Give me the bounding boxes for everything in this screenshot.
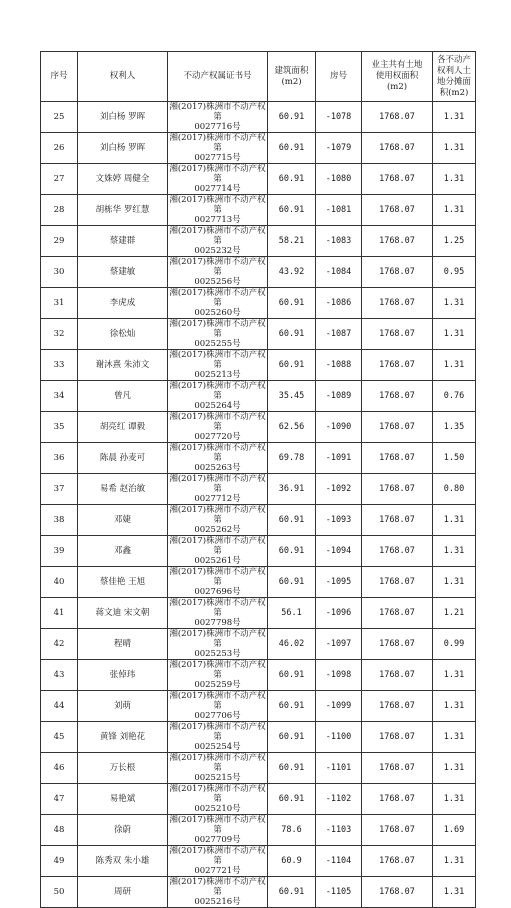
- row-certificate: [168, 846, 268, 877]
- row-index: 45: [41, 722, 78, 753]
- certificate-line: 湘(2017)株洲市不动产权第: [169, 877, 266, 897]
- row-index: 38: [41, 505, 78, 536]
- row-land-area: 1768.07: [362, 319, 433, 350]
- row-share-area: 1.31: [433, 102, 476, 133]
- certificate-line: 0027798号: [194, 618, 241, 628]
- certificate-line: 湘(2017)株洲市不动产权第: [169, 164, 266, 184]
- row-building-area: 35.45: [268, 381, 316, 412]
- row-certificate: [168, 319, 268, 350]
- row-certificate: [168, 195, 268, 226]
- certificate-line: 0027706号: [194, 711, 241, 721]
- row-land-area: 1768.07: [362, 629, 433, 660]
- table-row: [41, 567, 476, 598]
- row-certificate: [168, 629, 268, 660]
- row-owner: 易希 赵治敏: [78, 474, 168, 505]
- row-share-area: 1.21: [433, 598, 476, 629]
- row-room-number: -1090: [316, 412, 362, 443]
- row-index: 48: [41, 815, 78, 846]
- row-share-area: 1.31: [433, 877, 476, 908]
- row-land-area: 1768.07: [362, 226, 433, 257]
- row-room-number: -1095: [316, 567, 362, 598]
- row-share-area: 1.31: [433, 350, 476, 381]
- row-room-number: -1099: [316, 691, 362, 722]
- row-index: 29: [41, 226, 78, 257]
- row-owner: 刘萌: [78, 691, 168, 722]
- row-building-area: 60.91: [268, 350, 316, 381]
- certificate-line: 0025263号: [194, 463, 241, 473]
- row-building-area: 60.91: [268, 102, 316, 133]
- table-row: [41, 102, 476, 133]
- table-row: [41, 133, 476, 164]
- row-building-area: 60.91: [268, 133, 316, 164]
- row-share-area: 1.31: [433, 784, 476, 815]
- table-row: [41, 598, 476, 629]
- table-row: [41, 412, 476, 443]
- table-row: [41, 660, 476, 691]
- certificate-line: 湘(2017)株洲市不动产权第: [169, 660, 266, 680]
- row-share-area: 1.31: [433, 660, 476, 691]
- header-share-area: 各不动产 权利人土 地分摊面 积(m2): [433, 52, 476, 102]
- row-share-area: 1.69: [433, 815, 476, 846]
- row-owner: 刘白杨 罗晖: [78, 133, 168, 164]
- row-owner: 文姝婷 周健全: [78, 164, 168, 195]
- certificate-line: 0025254号: [194, 742, 241, 752]
- row-share-area: 0.95: [433, 257, 476, 288]
- certificate-line: 湘(2017)株洲市不动产权第: [169, 629, 266, 649]
- certificate-line: 0025215号: [194, 773, 241, 783]
- row-index: 36: [41, 443, 78, 474]
- table-row: [41, 474, 476, 505]
- row-building-area: 60.91: [268, 567, 316, 598]
- table-row: [41, 164, 476, 195]
- property-rights-table: [40, 51, 476, 908]
- row-index: 44: [41, 691, 78, 722]
- row-share-area: 1.31: [433, 164, 476, 195]
- row-owner: 胡亮红 谭毅: [78, 412, 168, 443]
- certificate-line: 湘(2017)株洲市不动产权第: [169, 691, 266, 711]
- row-land-area: 1768.07: [362, 195, 433, 226]
- row-certificate: [168, 567, 268, 598]
- row-certificate: [168, 660, 268, 691]
- certificate-line: 0027715号: [194, 153, 241, 163]
- certificate-line: 0025259号: [194, 680, 241, 690]
- row-building-area: 60.91: [268, 691, 316, 722]
- row-building-area: 60.91: [268, 722, 316, 753]
- certificate-line: 0025260号: [194, 308, 241, 318]
- certificate-line: 0025261号: [194, 556, 241, 566]
- certificate-line: 湘(2017)株洲市不动产权第: [169, 815, 266, 835]
- certificate-line: 湘(2017)株洲市不动产权第: [169, 474, 266, 494]
- row-room-number: -1097: [316, 629, 362, 660]
- certificate-line: 湘(2017)株洲市不动产权第: [169, 133, 266, 153]
- row-building-area: 60.91: [268, 784, 316, 815]
- certificate-line: 0027716号: [194, 122, 241, 132]
- certificate-line: 0027712号: [194, 494, 241, 504]
- table-row: [41, 536, 476, 567]
- row-land-area: 1768.07: [362, 598, 433, 629]
- row-owner: 刘白杨 罗晖: [78, 102, 168, 133]
- row-certificate: [168, 443, 268, 474]
- row-land-area: 1768.07: [362, 102, 433, 133]
- row-index: 40: [41, 567, 78, 598]
- row-index: 31: [41, 288, 78, 319]
- row-land-area: 1768.07: [362, 536, 433, 567]
- row-building-area: 58.21: [268, 226, 316, 257]
- row-room-number: -1079: [316, 133, 362, 164]
- row-room-number: -1101: [316, 753, 362, 784]
- row-owner: 程晴: [78, 629, 168, 660]
- row-land-area: 1768.07: [362, 660, 433, 691]
- row-certificate: [168, 536, 268, 567]
- certificate-line: 湘(2017)株洲市不动产权第: [169, 846, 266, 866]
- certificate-line: 湘(2017)株洲市不动产权第: [169, 381, 266, 401]
- header-index: 序号: [41, 52, 78, 102]
- certificate-line: 湘(2017)株洲市不动产权第: [169, 226, 266, 246]
- row-certificate: [168, 598, 268, 629]
- row-owner: 蒋文迪 宋文朝: [78, 598, 168, 629]
- row-land-area: 1768.07: [362, 257, 433, 288]
- row-building-area: 60.9: [268, 846, 316, 877]
- row-building-area: 60.91: [268, 164, 316, 195]
- row-index: 47: [41, 784, 78, 815]
- certificate-line: 湘(2017)株洲市不动产权第: [169, 598, 266, 618]
- row-land-area: 1768.07: [362, 133, 433, 164]
- row-certificate: [168, 815, 268, 846]
- header-room-number: 房号: [316, 52, 362, 102]
- row-building-area: 60.91: [268, 319, 316, 350]
- row-share-area: 1.31: [433, 133, 476, 164]
- row-room-number: -1105: [316, 877, 362, 908]
- table-row: [41, 846, 476, 877]
- row-land-area: 1768.07: [362, 567, 433, 598]
- certificate-line: 湘(2017)株洲市不动产权第: [169, 443, 266, 463]
- row-share-area: 1.25: [433, 226, 476, 257]
- row-index: 34: [41, 381, 78, 412]
- row-certificate: [168, 226, 268, 257]
- row-room-number: -1104: [316, 846, 362, 877]
- certificate-line: 湘(2017)株洲市不动产权第: [169, 722, 266, 742]
- table-row: [41, 722, 476, 753]
- row-index: 28: [41, 195, 78, 226]
- row-room-number: -1089: [316, 381, 362, 412]
- row-land-area: 1768.07: [362, 877, 433, 908]
- certificate-line: 0025216号: [194, 897, 241, 907]
- table-row: [41, 319, 476, 350]
- certificate-line: 湘(2017)株洲市不动产权第: [169, 784, 266, 804]
- row-room-number: -1092: [316, 474, 362, 505]
- table-row: [41, 629, 476, 660]
- row-building-area: 60.91: [268, 505, 316, 536]
- row-owner: 李虎成: [78, 288, 168, 319]
- row-owner: 周研: [78, 877, 168, 908]
- row-share-area: 1.31: [433, 288, 476, 319]
- table-row: [41, 784, 476, 815]
- row-index: 27: [41, 164, 78, 195]
- row-share-area: 1.35: [433, 412, 476, 443]
- certificate-line: 0027714号: [194, 184, 241, 194]
- table-row: [41, 195, 476, 226]
- certificate-line: 湘(2017)株洲市不动产权第: [169, 412, 266, 432]
- row-building-area: 60.91: [268, 660, 316, 691]
- certificate-line: 湘(2017)株洲市不动产权第: [169, 288, 266, 308]
- row-owner: 徐松灿: [78, 319, 168, 350]
- row-share-area: 1.31: [433, 846, 476, 877]
- row-building-area: 43.92: [268, 257, 316, 288]
- row-building-area: 60.91: [268, 195, 316, 226]
- row-certificate: [168, 288, 268, 319]
- row-index: 39: [41, 536, 78, 567]
- certificate-line: 0027696号: [194, 587, 241, 597]
- row-owner: 曾凡: [78, 381, 168, 412]
- row-land-area: 1768.07: [362, 815, 433, 846]
- row-certificate: [168, 350, 268, 381]
- certificate-line: 0027713号: [194, 215, 241, 225]
- row-land-area: 1768.07: [362, 443, 433, 474]
- row-room-number: -1102: [316, 784, 362, 815]
- row-index: 46: [41, 753, 78, 784]
- row-land-area: 1768.07: [362, 784, 433, 815]
- row-building-area: 78.6: [268, 815, 316, 846]
- row-owner: 蔡建群: [78, 226, 168, 257]
- row-owner: 黄锋 刘艳花: [78, 722, 168, 753]
- row-owner: 邓婕: [78, 505, 168, 536]
- table-row: [41, 815, 476, 846]
- row-room-number: -1096: [316, 598, 362, 629]
- certificate-line: 湘(2017)株洲市不动产权第: [169, 257, 266, 277]
- row-building-area: 69.78: [268, 443, 316, 474]
- row-land-area: 1768.07: [362, 288, 433, 319]
- certificate-line: 湘(2017)株洲市不动产权第: [169, 505, 266, 525]
- row-index: 37: [41, 474, 78, 505]
- table-row: [41, 350, 476, 381]
- certificate-line: 0025262号: [194, 525, 241, 535]
- certificate-line: 0025232号: [194, 246, 241, 256]
- certificate-line: 0025264号: [194, 401, 241, 411]
- row-share-area: 1.31: [433, 195, 476, 226]
- row-share-area: 1.31: [433, 505, 476, 536]
- row-share-area: 1.31: [433, 567, 476, 598]
- row-room-number: -1091: [316, 443, 362, 474]
- row-index: 33: [41, 350, 78, 381]
- row-land-area: 1768.07: [362, 164, 433, 195]
- row-room-number: -1083: [316, 226, 362, 257]
- row-index: 25: [41, 102, 78, 133]
- certificate-line: 湘(2017)株洲市不动产权第: [169, 195, 266, 215]
- table-row: [41, 753, 476, 784]
- row-index: 26: [41, 133, 78, 164]
- row-certificate: [168, 133, 268, 164]
- certificate-line: 湘(2017)株洲市不动产权第: [169, 319, 266, 339]
- row-room-number: -1088: [316, 350, 362, 381]
- row-land-area: 1768.07: [362, 381, 433, 412]
- certificate-line: 湘(2017)株洲市不动产权第: [169, 536, 266, 556]
- row-land-area: 1768.07: [362, 753, 433, 784]
- table-row: [41, 257, 476, 288]
- table-row: [41, 226, 476, 257]
- certificate-line: 0025253号: [194, 649, 241, 659]
- row-owner: 陈秀双 朱小雄: [78, 846, 168, 877]
- row-share-area: 1.31: [433, 319, 476, 350]
- row-room-number: -1098: [316, 660, 362, 691]
- row-share-area: 0.99: [433, 629, 476, 660]
- row-room-number: -1078: [316, 102, 362, 133]
- row-owner: 胡栋华 罗红慧: [78, 195, 168, 226]
- row-index: 32: [41, 319, 78, 350]
- row-land-area: 1768.07: [362, 722, 433, 753]
- row-certificate: [168, 784, 268, 815]
- row-share-area: 0.80: [433, 474, 476, 505]
- row-share-area: 1.31: [433, 753, 476, 784]
- row-index: 35: [41, 412, 78, 443]
- header-owner: 权利人: [78, 52, 168, 102]
- certificate-line: 0025256号: [194, 277, 241, 287]
- row-room-number: -1093: [316, 505, 362, 536]
- row-share-area: 0.76: [433, 381, 476, 412]
- row-room-number: -1100: [316, 722, 362, 753]
- row-certificate: [168, 722, 268, 753]
- table-row: [41, 877, 476, 908]
- row-owner: 万长根: [78, 753, 168, 784]
- row-certificate: [168, 102, 268, 133]
- certificate-line: 湘(2017)株洲市不动产权第: [169, 350, 266, 370]
- row-building-area: 60.91: [268, 288, 316, 319]
- row-owner: 邓鑫: [78, 536, 168, 567]
- row-owner: 蔡佳艳 王旭: [78, 567, 168, 598]
- certificate-line: 湘(2017)株洲市不动产权第: [169, 102, 266, 122]
- row-building-area: 60.91: [268, 753, 316, 784]
- row-land-area: 1768.07: [362, 412, 433, 443]
- row-certificate: [168, 164, 268, 195]
- row-certificate: [168, 753, 268, 784]
- row-room-number: -1087: [316, 319, 362, 350]
- certificate-line: 0025255号: [194, 339, 241, 349]
- row-land-area: 1768.07: [362, 505, 433, 536]
- row-share-area: 1.31: [433, 691, 476, 722]
- table-row: [41, 288, 476, 319]
- row-certificate: [168, 877, 268, 908]
- row-building-area: 36.91: [268, 474, 316, 505]
- row-owner: 徐蔚: [78, 815, 168, 846]
- row-building-area: 60.91: [268, 877, 316, 908]
- certificate-line: 0025213号: [194, 370, 241, 380]
- table-row: [41, 443, 476, 474]
- row-room-number: -1081: [316, 195, 362, 226]
- row-index: 43: [41, 660, 78, 691]
- row-share-area: 1.31: [433, 722, 476, 753]
- row-land-area: 1768.07: [362, 350, 433, 381]
- row-index: 41: [41, 598, 78, 629]
- row-building-area: 56.1: [268, 598, 316, 629]
- row-share-area: 1.31: [433, 536, 476, 567]
- row-room-number: -1084: [316, 257, 362, 288]
- row-owner: 陈晨 孙麦可: [78, 443, 168, 474]
- certificate-line: 0025210号: [194, 804, 241, 814]
- certificate-line: 湘(2017)株洲市不动产权第: [169, 753, 266, 773]
- header-certificate: 不动产权属证书号: [168, 52, 268, 102]
- certificate-line: 0027720号: [194, 432, 241, 442]
- row-certificate: [168, 474, 268, 505]
- row-building-area: 46.02: [268, 629, 316, 660]
- row-room-number: -1103: [316, 815, 362, 846]
- certificate-line: 湘(2017)株洲市不动产权第: [169, 567, 266, 587]
- row-index: 50: [41, 877, 78, 908]
- row-room-number: -1094: [316, 536, 362, 567]
- row-room-number: -1080: [316, 164, 362, 195]
- row-share-area: 1.50: [433, 443, 476, 474]
- row-land-area: 1768.07: [362, 691, 433, 722]
- certificate-line: 0027709号: [194, 835, 241, 845]
- row-certificate: [168, 381, 268, 412]
- table-row: [41, 381, 476, 412]
- row-building-area: 62.56: [268, 412, 316, 443]
- row-certificate: [168, 412, 268, 443]
- table-header-row: [41, 52, 476, 102]
- row-index: 30: [41, 257, 78, 288]
- row-index: 42: [41, 629, 78, 660]
- table-row: [41, 505, 476, 536]
- header-building-area: 建筑面积 (m2): [268, 52, 316, 102]
- row-certificate: [168, 505, 268, 536]
- row-owner: 易艳斌: [78, 784, 168, 815]
- row-land-area: 1768.07: [362, 474, 433, 505]
- certificate-line: 0027721号: [194, 866, 241, 876]
- row-building-area: 60.91: [268, 536, 316, 567]
- row-owner: 张倬玮: [78, 660, 168, 691]
- row-index: 49: [41, 846, 78, 877]
- header-land-area: 业主共有土地 使用权面积 (m2): [362, 52, 433, 102]
- row-certificate: [168, 257, 268, 288]
- row-room-number: -1086: [316, 288, 362, 319]
- row-land-area: 1768.07: [362, 846, 433, 877]
- row-owner: 谢沐熹 朱沛文: [78, 350, 168, 381]
- row-owner: 蔡建敏: [78, 257, 168, 288]
